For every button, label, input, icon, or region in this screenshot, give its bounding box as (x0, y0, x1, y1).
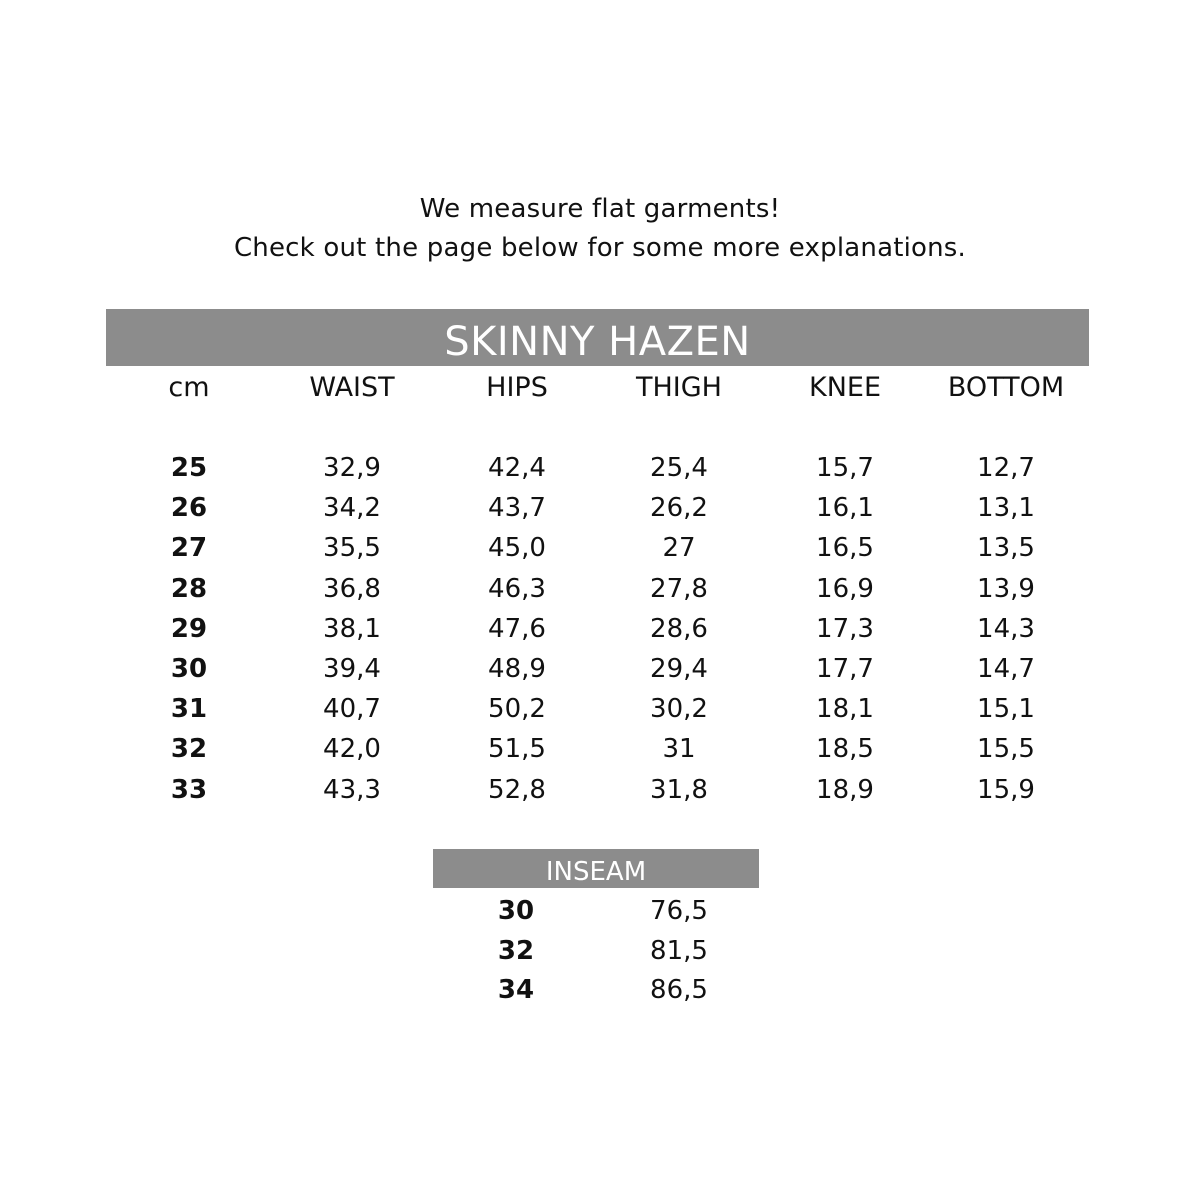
hips-value: 50,2 (488, 694, 546, 725)
waist-value: 43,3 (323, 774, 381, 805)
hips-value: 52,8 (488, 774, 546, 805)
thigh-value: 27 (662, 533, 696, 564)
inseam-title-band: INSEAM (433, 849, 759, 888)
column-header-thigh: THIGH (636, 372, 722, 403)
thigh-value: 26,2 (650, 493, 708, 524)
hips-value: 46,3 (488, 573, 546, 604)
thigh-value: 31,8 (650, 774, 708, 805)
thigh-value: 27,8 (650, 573, 708, 604)
thigh-value: 29,4 (650, 654, 708, 684)
inseam-size-label: 32 (497, 935, 535, 966)
bottom-value: 13,9 (977, 573, 1035, 604)
inseam-value: 81,5 (650, 935, 708, 966)
knee-value: 18,1 (816, 694, 874, 725)
waist-value: 40,7 (323, 694, 381, 725)
column-header-unit: cm (168, 372, 210, 403)
intro-line-2: Check out the page below for some more explanations. (233, 233, 967, 263)
thigh-value: 25,4 (650, 453, 708, 483)
bottom-value: 14,7 (977, 654, 1035, 684)
column-header-hips: HIPS (486, 372, 548, 403)
inseam-value: 76,5 (650, 896, 708, 926)
knee-value: 17,3 (816, 613, 874, 644)
waist-value: 32,9 (323, 453, 381, 483)
size-label: 26 (170, 493, 208, 524)
knee-value: 16,5 (816, 533, 874, 564)
bottom-value: 14,3 (977, 613, 1035, 644)
bottom-value: 13,5 (977, 533, 1035, 564)
bottom-value: 15,9 (977, 774, 1035, 805)
intro-line-1: We measure flat garments! (419, 194, 781, 224)
hips-value: 47,6 (488, 613, 546, 644)
size-label: 33 (170, 774, 208, 805)
column-header-knee: KNEE (808, 372, 882, 403)
bottom-value: 13,1 (977, 493, 1035, 524)
hips-value: 45,0 (488, 533, 546, 564)
knee-value: 15,7 (816, 453, 874, 483)
waist-value: 39,4 (323, 654, 381, 684)
size-label: 30 (170, 654, 208, 684)
inseam-size-label: 30 (497, 896, 535, 926)
thigh-value: 31 (662, 734, 696, 765)
bottom-value: 15,1 (977, 694, 1035, 725)
column-header-bottom: BOTTOM (947, 372, 1065, 403)
waist-value: 34,2 (323, 493, 381, 524)
hips-value: 43,7 (488, 493, 546, 524)
size-label: 31 (170, 694, 208, 725)
hips-value: 42,4 (488, 453, 546, 483)
waist-value: 36,8 (323, 573, 381, 604)
knee-value: 16,9 (816, 573, 874, 604)
knee-value: 16,1 (816, 493, 874, 524)
knee-value: 18,5 (816, 734, 874, 765)
size-label: 25 (170, 453, 208, 483)
waist-value: 38,1 (323, 613, 381, 644)
knee-value: 17,7 (816, 654, 874, 684)
bottom-value: 12,7 (977, 453, 1035, 483)
waist-value: 35,5 (323, 533, 381, 564)
size-label: 28 (170, 573, 208, 604)
thigh-value: 28,6 (650, 613, 708, 644)
hips-value: 48,9 (488, 654, 546, 684)
knee-value: 18,9 (816, 774, 874, 805)
waist-value: 42,0 (323, 734, 381, 765)
size-label: 32 (170, 734, 208, 765)
bottom-value: 15,5 (977, 734, 1035, 765)
inseam-value: 86,5 (650, 975, 708, 1005)
model-title-band: SKINNY HAZEN (106, 309, 1089, 366)
size-label: 29 (170, 613, 208, 644)
hips-value: 51,5 (488, 734, 546, 765)
size-label: 27 (170, 533, 208, 564)
column-header-waist: WAIST (309, 372, 395, 403)
inseam-size-label: 34 (497, 975, 535, 1005)
thigh-value: 30,2 (650, 694, 708, 725)
